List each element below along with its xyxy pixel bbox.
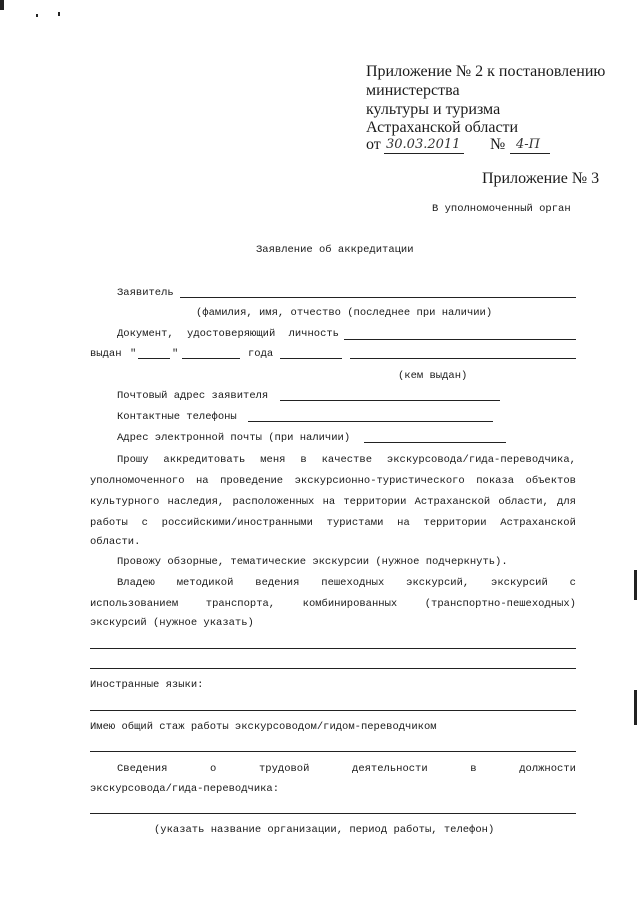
scan-mark-right-1 — [634, 570, 637, 600]
header-line-4: Астраханской области — [366, 119, 519, 136]
issued-day-field[interactable] — [138, 358, 170, 359]
postal-address-label: Почтовый адрес заявителя — [117, 390, 269, 402]
request-l3-w6: Астраханской — [414, 496, 491, 508]
request-l4-w2: с — [141, 517, 148, 529]
languages-field[interactable] — [90, 710, 576, 711]
request-line-4 — [90, 517, 576, 529]
request-line-5: области. — [90, 536, 141, 548]
experience-label: Имею общий стаж работы экскурсоводом/гидом-переводчиком — [90, 721, 437, 733]
header-number-underline — [510, 153, 550, 154]
header-line-3: культуры и туризма — [366, 101, 501, 118]
request-l1-w5: качестве — [321, 454, 373, 466]
employment-field[interactable] — [90, 813, 576, 814]
scan-mark-top-left — [0, 0, 4, 10]
methods-l1-w3: ведения — [255, 577, 300, 589]
request-l4-w7: Астраханской — [500, 517, 576, 529]
quote-open: " — [130, 348, 137, 360]
methods-l2-w1: использованием — [90, 598, 179, 610]
request-l3-w7: области, — [498, 496, 549, 508]
appendix-label: Приложение № 3 — [482, 170, 600, 187]
request-l2-w1: уполномоченного — [90, 475, 185, 487]
issued-year-field[interactable] — [280, 358, 342, 359]
applicant-label: Заявитель — [117, 287, 174, 299]
header-date-underline — [384, 153, 464, 154]
email-label: Адрес электронной почты (при наличии) — [117, 432, 351, 444]
methods-l1-w1: Владею — [117, 577, 155, 589]
issued-label: выдан — [90, 348, 122, 360]
header-date-value: 30.03.2011 — [386, 137, 461, 152]
request-l3-w4: на — [322, 496, 336, 508]
document-word-3: личность — [288, 328, 339, 340]
document-label — [117, 328, 339, 340]
request-l1-w4: в — [300, 454, 307, 466]
methods-field-1[interactable] — [90, 648, 576, 649]
employment-l1-w3: трудовой — [258, 763, 310, 775]
form-title: Заявление об аккредитации — [256, 244, 414, 256]
methods-line-2 — [90, 598, 576, 610]
request-l1-w2: аккредитовать — [163, 454, 246, 466]
postal-address-field[interactable] — [280, 400, 500, 401]
quote-close: " — [172, 348, 179, 360]
request-l2-w2: на — [196, 475, 209, 487]
experience-field[interactable] — [90, 751, 576, 752]
request-l4-w1: работы — [90, 517, 128, 529]
issued-by-field[interactable] — [350, 358, 576, 359]
request-l3-w5: территории — [343, 496, 407, 508]
methods-l1-w5: экскурсий, — [406, 577, 470, 589]
methods-l1-w4: пешеходных — [321, 577, 385, 589]
request-line-3 — [90, 496, 576, 508]
request-l2-w4: экскурсионно-туристического — [294, 475, 465, 487]
applicant-name-field[interactable] — [180, 297, 576, 298]
methods-l1-w6: экскурсий — [491, 577, 548, 589]
employment-l1-w1: Сведения — [117, 763, 168, 775]
request-l1-w1: Прошу — [117, 454, 149, 466]
employment-l1-w2: о — [210, 763, 217, 775]
request-l4-w3: российскими/иностранными — [161, 517, 313, 529]
request-l3-w3: расположенных — [232, 496, 315, 508]
document-field[interactable] — [344, 339, 576, 340]
request-l2-w3: проведение — [220, 475, 284, 487]
request-l3-w2: наследия, — [167, 496, 225, 508]
header-date-prefix: от — [366, 136, 381, 153]
employment-l1-w6: должности — [519, 763, 576, 775]
header-line-2: министерства — [366, 82, 460, 99]
tours-line: Провожу обзорные, тематические экскурсии (нужное подчеркнуть). — [117, 556, 508, 568]
employment-l1-w5: в — [470, 763, 477, 775]
scan-dot-2 — [58, 12, 60, 16]
request-l4-w5: на — [397, 517, 410, 529]
request-l4-w6: территории — [423, 517, 487, 529]
phones-field[interactable] — [248, 421, 493, 422]
request-l3-w1: культурного — [90, 496, 160, 508]
methods-line-1 — [117, 577, 576, 589]
languages-label: Иностранные языки: — [90, 679, 204, 691]
document-word-1: Документ, — [117, 328, 174, 340]
request-l4-w4: туристами — [326, 517, 384, 529]
methods-line-3: экскурсий (нужное указать) — [90, 617, 254, 629]
employment-line-1 — [117, 763, 576, 775]
request-l3-w8: для — [557, 496, 576, 508]
scan-mark-right-2 — [634, 690, 637, 725]
request-l1-w6: экскурсовода/гида-переводчика, — [386, 454, 576, 466]
email-field[interactable] — [364, 442, 506, 443]
request-l1-w3: меня — [260, 454, 286, 466]
request-line-1 — [117, 454, 576, 466]
methods-l2-w4: (транспортно-пешеходных) — [424, 598, 576, 610]
header-line-1: Приложение № 2 к постановлению — [366, 63, 606, 80]
methods-l2-w3: комбинированных — [302, 598, 398, 610]
request-l2-w6: объектов — [525, 475, 576, 487]
methods-l1-w2: методикой — [176, 577, 234, 589]
request-l2-w5: показа — [476, 475, 515, 487]
applicant-hint: (фамилия, имя, отчество (последнее при наличии) — [196, 307, 493, 319]
methods-l2-w2: транспорта, — [205, 598, 276, 610]
methods-l1-w7: с — [569, 577, 576, 589]
issued-month-field[interactable] — [182, 358, 240, 359]
scan-dot-1 — [36, 14, 38, 17]
employment-l1-w4: деятельности — [352, 763, 428, 775]
methods-field-2[interactable] — [90, 668, 576, 669]
addressee: В уполномоченный орган — [432, 203, 571, 215]
header-number-prefix: № — [490, 136, 506, 153]
document-word-2: удостоверяющий — [187, 328, 276, 340]
year-label: года — [248, 348, 274, 360]
issued-by-hint: (кем выдан) — [398, 370, 468, 382]
employment-line-2: экскурсовода/гида-переводчика: — [90, 783, 280, 795]
request-line-2 — [90, 475, 576, 487]
employment-hint: (указать название организации, период работы, телефон) — [154, 824, 495, 836]
phones-label: Контактные телефоны — [117, 411, 237, 423]
header-number-value: 4-П — [516, 137, 541, 152]
